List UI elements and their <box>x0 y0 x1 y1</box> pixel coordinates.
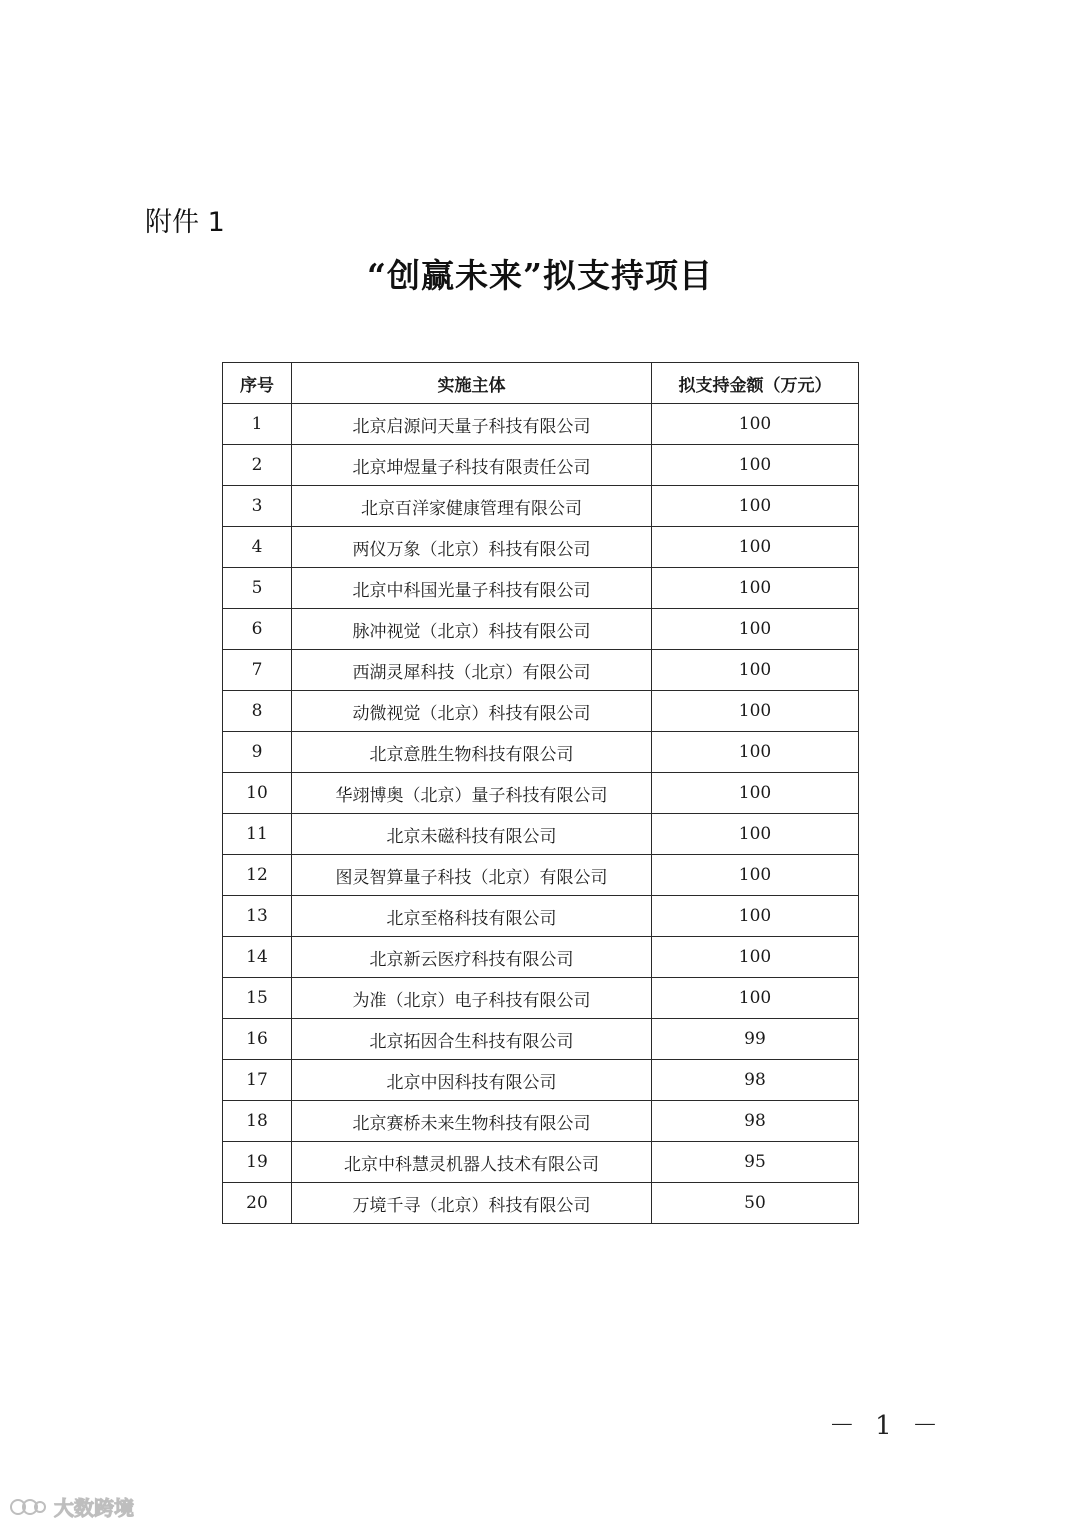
entity-cell: 为准（北京）电子科技有限公司 <box>292 978 652 1019</box>
table-row <box>223 855 859 896</box>
header-entity: 实施主体 <box>292 363 652 404</box>
entity-cell: 两仪万象（北京）科技有限公司 <box>292 527 652 568</box>
serial-cell: 15 <box>223 978 292 1019</box>
table-row <box>223 773 859 814</box>
table-row <box>223 1142 859 1183</box>
amount-cell: 95 <box>652 1142 859 1183</box>
entity-cell: 脉冲视觉（北京）科技有限公司 <box>292 609 652 650</box>
table-row <box>223 732 859 773</box>
amount-cell: 100 <box>652 527 859 568</box>
table-row <box>223 1019 859 1060</box>
serial-cell: 12 <box>223 855 292 896</box>
serial-cell: 1 <box>223 404 292 445</box>
header-serial: 序号 <box>223 363 292 404</box>
page-number: － 1 － <box>828 1411 944 1441</box>
amount-cell: 100 <box>652 404 859 445</box>
entity-cell: 北京启源问天量子科技有限公司 <box>292 404 652 445</box>
amount-cell: 100 <box>652 486 859 527</box>
serial-cell: 16 <box>223 1019 292 1060</box>
entity-cell: 万境千寻（北京）科技有限公司 <box>292 1183 652 1224</box>
table-row <box>223 404 859 445</box>
serial-cell: 5 <box>223 568 292 609</box>
watermark-text: 大数跨境 <box>54 1496 134 1520</box>
table-row <box>223 1101 859 1142</box>
amount-cell: 50 <box>652 1183 859 1224</box>
watermark <box>8 1492 134 1521</box>
table-row <box>223 1060 859 1101</box>
table-row <box>223 896 859 937</box>
entity-cell: 北京赛桥未来生物科技有限公司 <box>292 1101 652 1142</box>
entity-cell: 北京意胜生物科技有限公司 <box>292 732 652 773</box>
serial-cell: 4 <box>223 527 292 568</box>
amount-cell: 100 <box>652 937 859 978</box>
entity-cell: 图灵智算量子科技（北京）有限公司 <box>292 855 652 896</box>
amount-cell: 98 <box>652 1060 859 1101</box>
serial-cell: 13 <box>223 896 292 937</box>
serial-cell: 3 <box>223 486 292 527</box>
serial-cell: 7 <box>223 650 292 691</box>
serial-cell: 20 <box>223 1183 292 1224</box>
serial-cell: 19 <box>223 1142 292 1183</box>
table-row <box>223 650 859 691</box>
serial-cell: 17 <box>223 1060 292 1101</box>
amount-cell: 99 <box>652 1019 859 1060</box>
document-title: “创赢未来”拟支持项目 <box>367 256 713 295</box>
table-header-row <box>223 363 859 404</box>
entity-cell: 北京中科慧灵机器人技术有限公司 <box>292 1142 652 1183</box>
table-row <box>223 445 859 486</box>
amount-cell: 100 <box>652 445 859 486</box>
attachment-label: 附件 1 <box>145 207 225 238</box>
entity-cell: 北京新云医疗科技有限公司 <box>292 937 652 978</box>
serial-cell: 9 <box>223 732 292 773</box>
table-row <box>223 937 859 978</box>
entity-cell: 北京中因科技有限公司 <box>292 1060 652 1101</box>
entity-cell: 北京百洋家健康管理有限公司 <box>292 486 652 527</box>
table-body <box>223 404 859 1224</box>
amount-cell: 100 <box>652 773 859 814</box>
amount-cell: 100 <box>652 732 859 773</box>
amount-cell: 98 <box>652 1101 859 1142</box>
serial-cell: 18 <box>223 1101 292 1142</box>
entity-cell: 北京至格科技有限公司 <box>292 896 652 937</box>
table-row <box>223 978 859 1019</box>
amount-cell: 100 <box>652 855 859 896</box>
serial-cell: 10 <box>223 773 292 814</box>
weibo-style-logo-icon <box>8 1495 48 1519</box>
entity-cell: 北京未磁科技有限公司 <box>292 814 652 855</box>
amount-cell: 100 <box>652 814 859 855</box>
amount-cell: 100 <box>652 896 859 937</box>
table-row <box>223 527 859 568</box>
entity-cell: 华翊博奥（北京）量子科技有限公司 <box>292 773 652 814</box>
table-row <box>223 691 859 732</box>
amount-cell: 100 <box>652 978 859 1019</box>
serial-cell: 14 <box>223 937 292 978</box>
table-row <box>223 609 859 650</box>
serial-cell: 2 <box>223 445 292 486</box>
entity-cell: 动微视觉（北京）科技有限公司 <box>292 691 652 732</box>
amount-cell: 100 <box>652 650 859 691</box>
entity-cell: 北京坤煜量子科技有限责任公司 <box>292 445 652 486</box>
amount-cell: 100 <box>652 568 859 609</box>
entity-cell: 北京中科国光量子科技有限公司 <box>292 568 652 609</box>
table-row <box>223 814 859 855</box>
entity-cell: 北京拓因合生科技有限公司 <box>292 1019 652 1060</box>
amount-cell: 100 <box>652 609 859 650</box>
table-row <box>223 568 859 609</box>
table-row <box>223 486 859 527</box>
serial-cell: 8 <box>223 691 292 732</box>
header-amount: 拟支持金额（万元） <box>652 363 859 404</box>
table-row <box>223 1183 859 1224</box>
serial-cell: 11 <box>223 814 292 855</box>
amount-cell: 100 <box>652 691 859 732</box>
serial-cell: 6 <box>223 609 292 650</box>
project-table <box>222 362 859 1224</box>
entity-cell: 西湖灵犀科技（北京）有限公司 <box>292 650 652 691</box>
